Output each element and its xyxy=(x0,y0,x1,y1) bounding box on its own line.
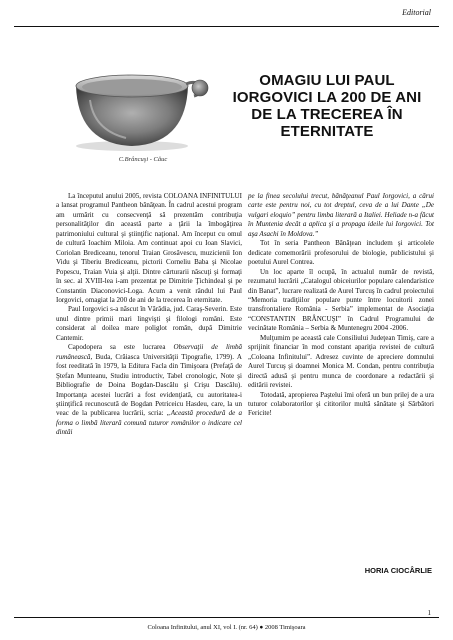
quotation: „Această procedură de a forma o limbă literară comună tuturor românilor o indicare cel dintâi xyxy=(56,409,242,437)
figure-caption: C.Brâncuşi - Căuc xyxy=(118,156,168,163)
author-signature: HORIA CIOCÂRLIE xyxy=(364,566,432,575)
paragraph: Un loc aparte îl ocupă, în actualul număr de revistă, rezumatul lucrării „Catalogul obiceiurilor populare calendaristice din Banat”, lucrare realizată de Aurel Turcuş în cadrul proiectului “Memoria tradiţiilor populare punte între locuitorii zonei transfrontaliere România - Serbia” implementat de Asociaţia “CONSTANTIN BRÂNCUŞI” în Cadrul Programului de vecinătate România – Serbia & Muntenegru 2004 -2006. xyxy=(248,267,434,333)
footer-rule xyxy=(14,617,439,618)
wooden-ladle-photo xyxy=(70,60,210,152)
page-number: 1 xyxy=(427,609,431,617)
paragraph: Mulţumim pe această cale Consiliului Judeţean Timiş, care a sprijinit financiar în mod constant apariţia revistei de cultură „Coloana Infinitului”. Adresez cuvinte de apreciere domnului Aurel Turcuş şi doamnei Monica M. Condan, pentru contribuţia directă adusă şi pentru munca de coordonare a redactării şi editării revistei. xyxy=(248,333,434,390)
paragraph: Totodată, apropierea Paştelui îmi oferă un bun prilej de a ura tuturor colaboratorilor şi cititorilor multă sănătate şi Sărbători Fericite! xyxy=(248,390,434,418)
book-title: Observaţii de limbă rumânească xyxy=(56,343,242,361)
quotation-continued: pe la finea secolului trecut, bănăţeanul Paul Iorgovici, a cărui carte este pentru noi, cu tot dreptul, ceva de a lui Dante „De vulgari eloquio” pentru limba literară a Italiei. Heliade n-a făcut în Muntenia decât a aplica şi a propaga ideile lui Iorgovici. Tot aşa Asachi în Moldova.” xyxy=(248,192,434,238)
text-column-left xyxy=(56,192,242,438)
footer-text: Coloana Infinitului, anul XI, vol I. (nr. 64) ● 2008 Timişoara xyxy=(147,624,306,631)
text-run: , Buda, Crăiasca Universităţii Tipografie, 1799). A fost reeditată în 1979, la Editura Facla din Timişoara (Prefaţă de Ştefan Munteanu, Studiu introductiv, Tabel cronologic, Note şi Bibliografie de Doina Bogdan-Dascălu şi Crişu Dascălu). Importanţa acestei lucrări a fost evidenţiată, cu autoritatea-i ştiinţifică recunoscută de Bogdan Petriceicu Hasdeu, care, la un veac de la publicarea lucrării, scria: xyxy=(56,352,242,418)
section-label: Editorial xyxy=(402,8,431,17)
paragraph: La începutul anului 2005, revista COLOANA INFINITULUI a lansat programul Pantheon bănăţean. În cadrul acestui program am urmărit cu consecvenţă să prezentăm contribuţia personalităţilor din această parte a ţării la îmbogăţirea patrimoniului cultural şi ştiinţific naţional. Am început cu omul de cultură Ioachim Miloia. Am continuat apoi cu Ioan Slavici, Coriolan Brediceanu, tenorul Traian Grosăvescu, muzicienii Ion Vidu şi Tiberiu Brediceanu, pictorii Corneliu Baba şi Nicolae Popescu, Traian Vuia şi alţii. Dintre cărturarii născuţi şi formaţi în sec. al XVIII-lea i-am prezentat pe Dimitrie Ţichindeal şi pe Constantin Diaconovici-Loga. Acum a venit rândul lui Paul Iorgovici, omagiat la 200 de ani de la trecerea în eternitate. xyxy=(56,192,242,304)
header-rule xyxy=(14,26,439,27)
article-title: OMAGIU LUI PAUL IORGOVICI LA 200 DE ANI DE LA TRECEREA ÎN ETERNITATE xyxy=(232,72,422,140)
paragraph xyxy=(56,343,242,438)
paragraph: Tot în seria Pantheon Bănăţean includem şi articolele dedicate comemorării profesorului de biologie, publicistului şi poetului Aurel Contrea. xyxy=(248,239,434,267)
text-column-right xyxy=(248,192,434,419)
text-run: Capodopera sa este lucrarea xyxy=(68,343,174,352)
paragraph: Paul Iorgovici s-a născut în Vărădia, jud. Caraş-Severin. Este unul dintre primii mari lingvişti şi filologi români. Este considerat al doilea mare poliglot român, după Dimitrie Cantemir. xyxy=(56,305,242,342)
